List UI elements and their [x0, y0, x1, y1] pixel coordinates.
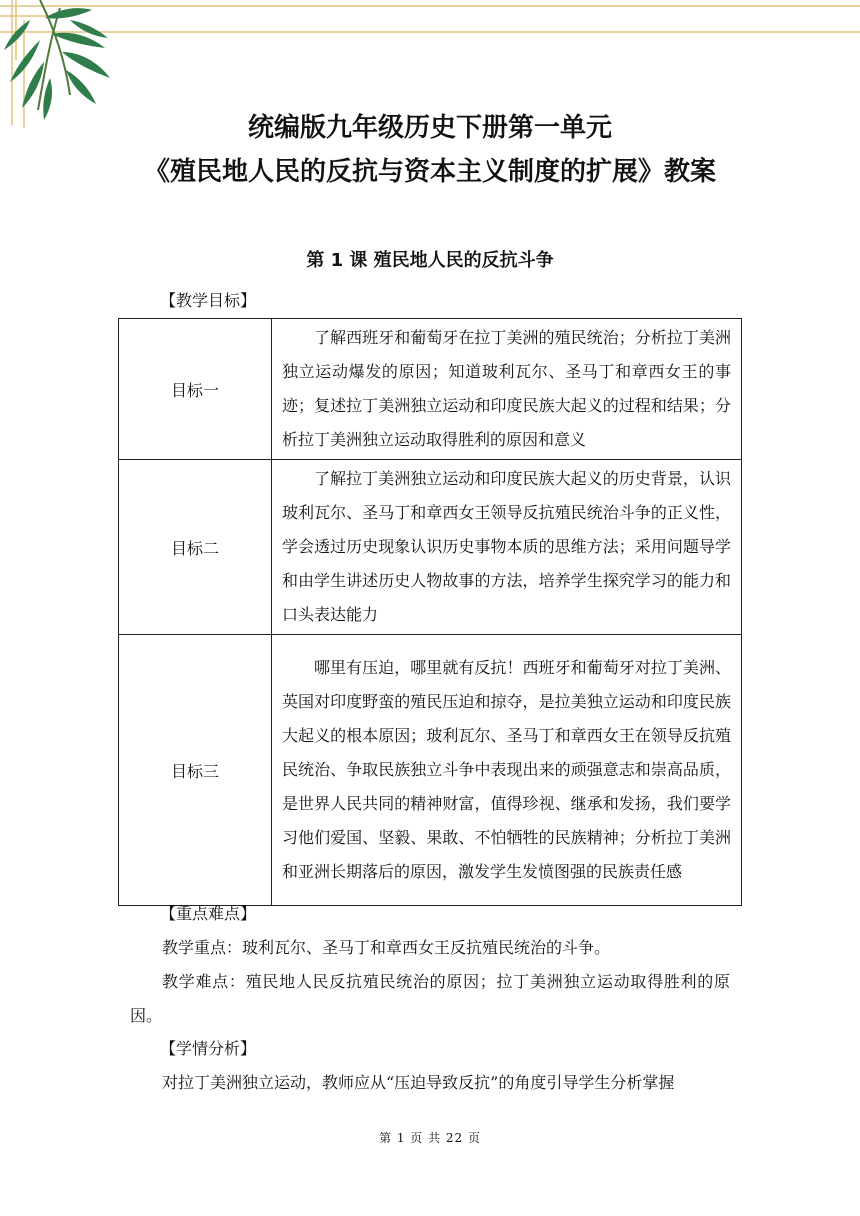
analysis-text: 对拉丁美洲独立运动，教师应从“压迫导致反抗”的角度引导学生分析掌握	[162, 1073, 675, 1092]
table-row	[119, 319, 742, 460]
objective-label: 目标一	[119, 319, 272, 460]
table-row	[119, 635, 742, 906]
objectives-table	[118, 318, 742, 906]
objectives-heading: 【教学目标】	[160, 291, 257, 310]
lesson-title: 第 1 课 殖民地人民的反抗斗争	[306, 250, 554, 271]
teaching-difficulty: 教学难点：殖民地人民反抗殖民统治的原因；拉丁美洲独立运动取得胜利的原因。	[130, 972, 730, 1025]
bamboo-corner-decoration	[0, 0, 860, 130]
document-title-line2: 《殖民地人民的反抗与资本主义制度的扩展》教案	[143, 157, 716, 187]
objective-text: 哪里有压迫，哪里就有反抗！西班牙和葡萄牙对拉丁美洲、英国对印度野蛮的殖民压迫和掠夺，是拉美独立运动和印度民族大起义的根本原因；玻利瓦尔、圣马丁和章西女王在领导反抗殖民统治、争取民族独立斗争中表现出来的顽强意志和崇高品质，是世界人民共同的精神财富，值得珍视、继承和发扬，我们要学习他们爱国、坚毅、果敢、不怕牺牲的民族精神；分析拉丁美洲和亚洲长期落后的原因，激发学生发愤图强的民族责任感	[272, 635, 742, 906]
analysis-heading: 【学情分析】	[160, 1039, 257, 1058]
objective-label: 目标三	[119, 635, 272, 906]
objective-label: 目标二	[119, 460, 272, 635]
table-row	[119, 460, 742, 635]
objective-text: 了解拉丁美洲独立运动和印度民族大起义的历史背景，认识玻利瓦尔、圣马丁和章西女王领导反抗殖民统治斗争的正义性，学会透过历史现象认识历史事物本质的思维方法；采用问题导学和由学生讲述历史人物故事的方法，培养学生探究学习的能力和口头表达能力	[272, 460, 742, 635]
key-points-heading: 【重点难点】	[160, 904, 257, 923]
document-title-line1: 统编版九年级历史下册第一单元	[247, 113, 612, 143]
teaching-focus: 教学重点：玻利瓦尔、圣马丁和章西女王反抗殖民统治的斗争。	[162, 938, 611, 957]
objective-text: 了解西班牙和葡萄牙在拉丁美洲的殖民统治；分析拉丁美洲独立运动爆发的原因；知道玻利瓦尔、圣马丁和章西女王的事迹；复述拉丁美洲独立运动和印度民族大起义的过程和结果；分析拉丁美洲独立运动取得胜利的原因和意义	[272, 319, 742, 460]
page-footer: 第 1 页 共 22 页	[379, 1131, 481, 1145]
